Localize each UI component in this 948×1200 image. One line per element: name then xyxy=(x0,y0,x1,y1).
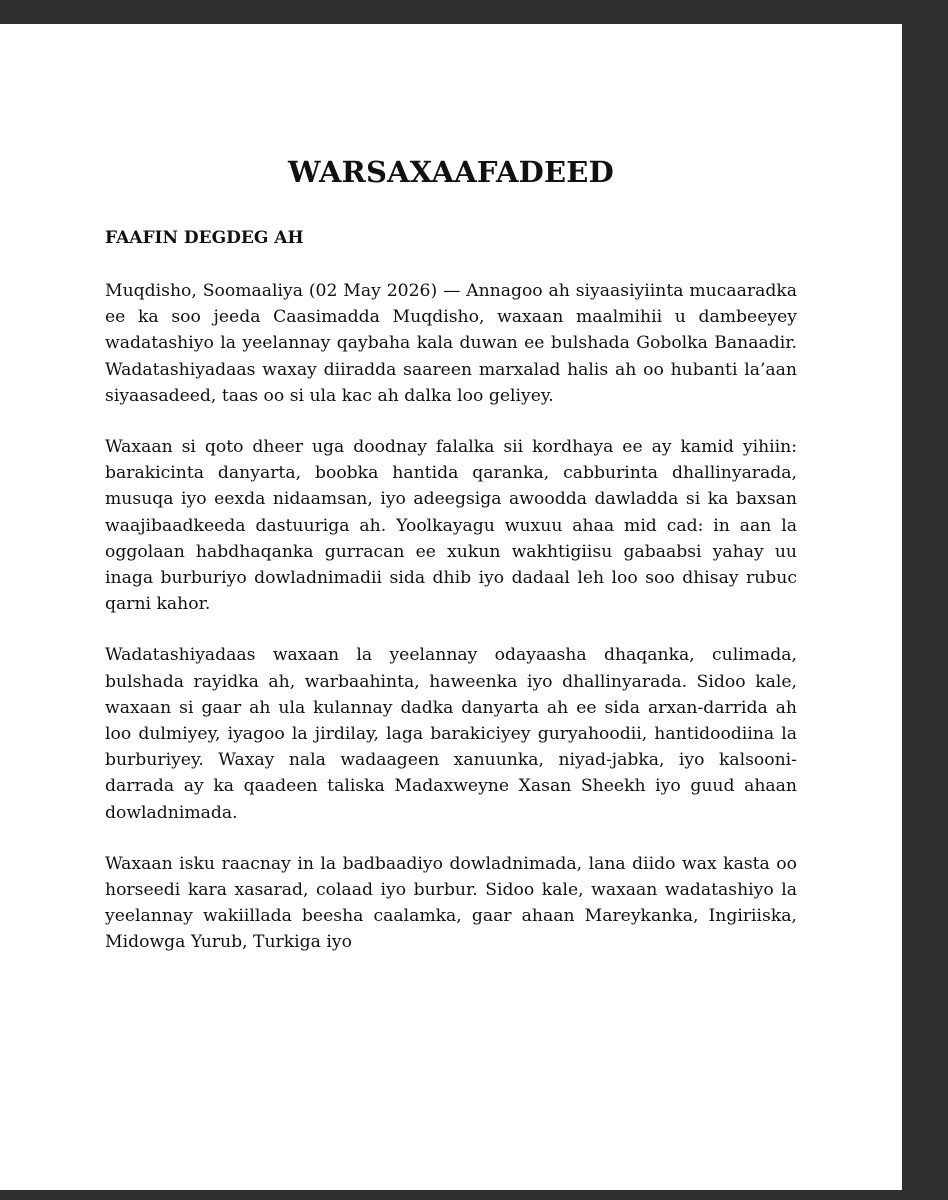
paragraph-2: Waxaan si qoto dheer uga doodnay falalka sii kordhaya ee ay kamid yihiin: barakicinta danyarta, boobka hantida qaranka, cabburinta dhallinyarada, musuqa iyo eexda nidaamsan, iyo adeegsiga awoodda dawladda si ka baxsan waajibaadkeeda dastuuriga ah. Yoolkayagu wuxuu ahaa mid cad: in aan la oggolaan habdhaqanka gurracan ee xukun wakhtigiisu gabaabsi yahay uu inaga burburiyo dowladnimadii sida dhib iyo dadaal leh loo soo dhisay rubuc qarni kahor. xyxy=(105,437,797,615)
paragraph-1: Muqdisho, Soomaaliya (02 May 2026) — Annagoo ah siyaasiyiinta mucaaradka ee ka soo jeeda Caasimadda Muqdisho, waxaan maalmihii u dambeeyey wadatashiyo la yeelannay qaybaha kala duwan ee bulshada Gobolka Banaadir. Wadatashiyadaas waxay diiradda saareen marxalad halis ah oo hubanti la’aan siyaasadeed, taas oo si ula kac ah dalka loo geliyey. xyxy=(105,281,797,406)
paragraph-4: Waxaan isku raacnay in la badbaadiyo dowladnimada, lana diido wax kasta oo horseedi kara xasarad, colaad iyo burbur. Sidoo kale, waxaan wadatashiyo la yeelannay wakiillada beesha caalamka, gaar ahaan Mareykanka, Ingiriiska, Midowga Yurub, Turkiga iyo xyxy=(105,853,797,953)
document-title: WARSAXAAFADEED xyxy=(288,155,614,189)
viewer-background-edge xyxy=(902,24,948,1200)
paragraph-3: Wadatashiyadaas waxaan la yeelannay odayaasha dhaqanka, culimada, bulshada rayidka ah, warbaahinta, haweenka iyo dhallinyarada. Sidoo kale, waxaan si gaar ah ula kulannay dadka danyarta ah ee sida arxan-darrida ah loo dulmiyey, iyagoo la jirdilay, laga barakiciyey guryahoodii, hantidoodiina la burburiyey. Waxay nala wadaageen xanuunka, niyad-jabka, iyo kalsooni-darrada ay ka qaadeen taliska Madaxweyne Xasan Sheekh iyo guud ahaan dowladnimada. xyxy=(105,645,797,823)
document-page xyxy=(0,24,902,1190)
document-subheading: FAAFIN DEGDEG AH xyxy=(105,228,304,248)
document-body xyxy=(105,278,797,981)
